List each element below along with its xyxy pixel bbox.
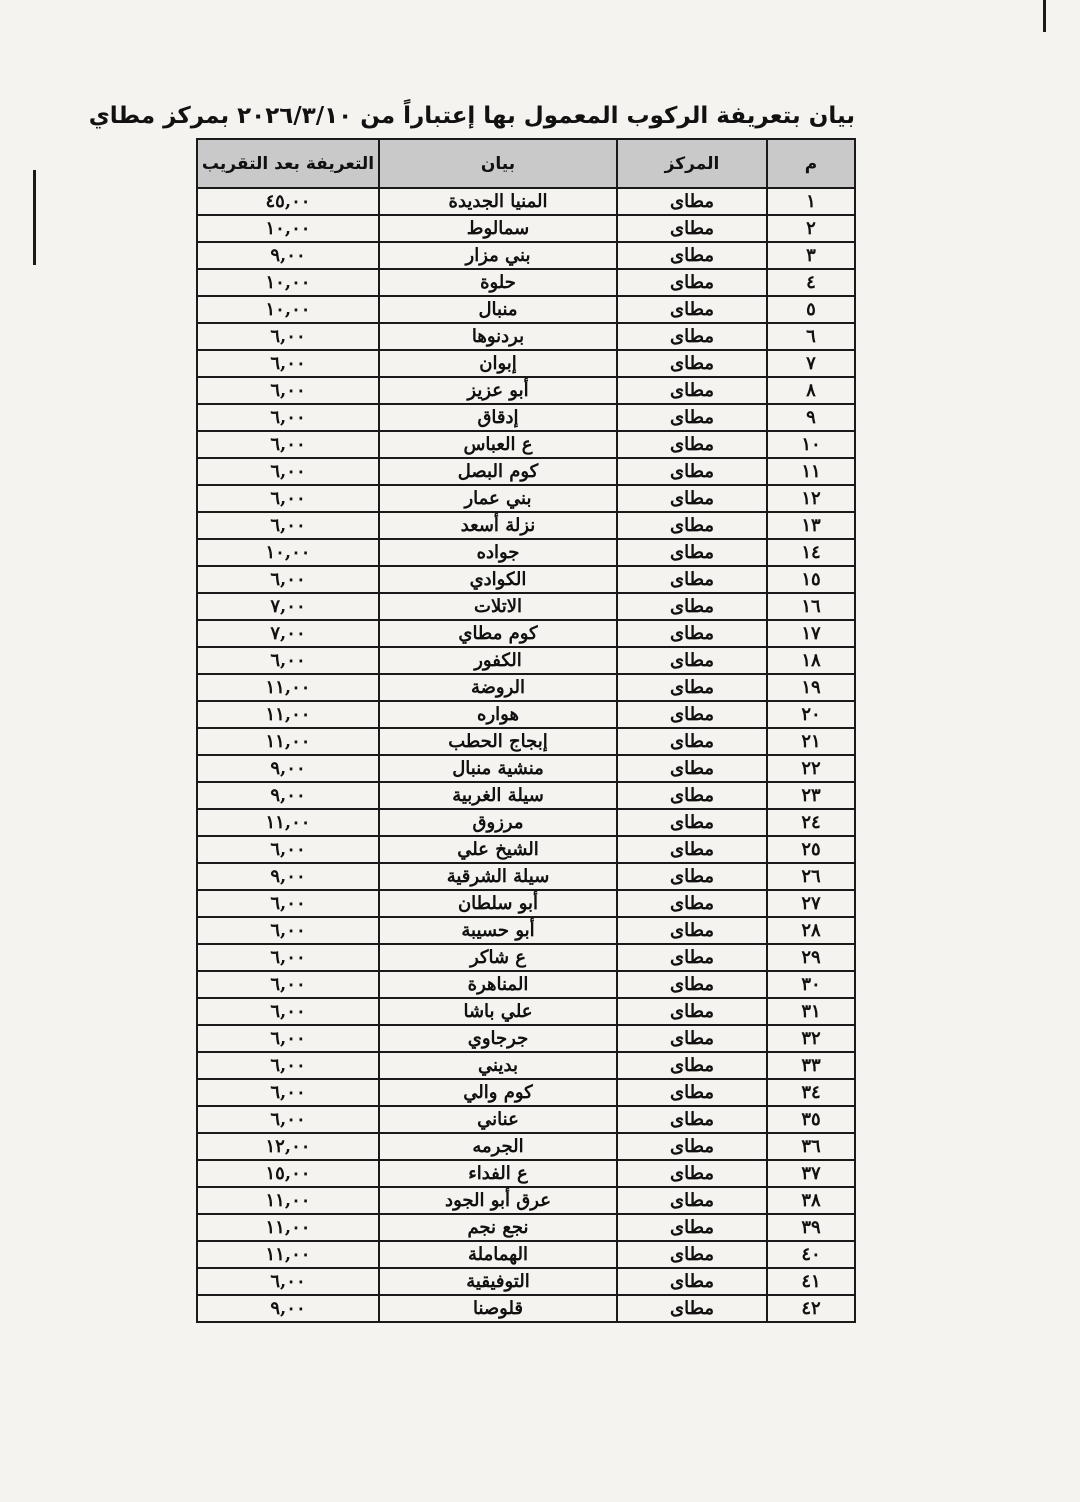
center-cell: مطاى [617,323,767,350]
center-cell: مطاى [617,944,767,971]
row-number-cell: ٢٧ [767,890,855,917]
center-cell: مطاى [617,1106,767,1133]
fare-cell: ١٥,٠٠ [197,1160,379,1187]
place-cell: ع شاكر [379,944,617,971]
table-row [197,566,855,593]
row-number-cell: ٢٢ [767,755,855,782]
fare-cell: ٤٥,٠٠ [197,188,379,215]
place-cell: عرق أبو الجود [379,1187,617,1214]
table-header-row [197,139,855,188]
row-number-cell: ١٩ [767,674,855,701]
table-row [197,701,855,728]
place-cell: الكفور [379,647,617,674]
row-number-cell: ١٦ [767,593,855,620]
table-row [197,1079,855,1106]
center-cell: مطاى [617,485,767,512]
row-number-cell: ٣٦ [767,1133,855,1160]
center-cell: مطاى [617,1052,767,1079]
row-number-cell: ٣٥ [767,1106,855,1133]
center-cell: مطاى [617,188,767,215]
row-number-cell: ١٠ [767,431,855,458]
center-cell: مطاى [617,809,767,836]
place-cell: ع العباس [379,431,617,458]
table-row [197,350,855,377]
row-number-cell: ٤١ [767,1268,855,1295]
row-number-cell: ٢١ [767,728,855,755]
fare-cell: ٦,٠٠ [197,971,379,998]
row-number-cell: ٣ [767,242,855,269]
fare-cell: ١٢,٠٠ [197,1133,379,1160]
row-number-cell: ١ [767,188,855,215]
table-row [197,998,855,1025]
row-number-cell: ٢٦ [767,863,855,890]
fare-cell: ١٠,٠٠ [197,269,379,296]
fare-cell: ٦,٠٠ [197,1106,379,1133]
fare-cell: ١٠,٠٠ [197,215,379,242]
table-row [197,242,855,269]
fare-cell: ٦,٠٠ [197,944,379,971]
center-cell: مطاى [617,1160,767,1187]
place-cell: المنيا الجديدة [379,188,617,215]
fare-cell: ٦,٠٠ [197,890,379,917]
center-cell: مطاى [617,1187,767,1214]
row-number-cell: ٣٧ [767,1160,855,1187]
table-row [197,377,855,404]
center-cell: مطاى [617,1241,767,1268]
fare-cell: ٦,٠٠ [197,917,379,944]
center-cell: مطاى [617,350,767,377]
document-title: بيان بتعريفة الركوب المعمول بها إعتباراً من ٢٠٢٦/٣/١٠ بمركز مطاي [88,103,855,129]
header-fare: التعريفة بعد التقريب [197,139,379,188]
center-cell: مطاى [617,593,767,620]
place-cell: سيلة الشرقية [379,863,617,890]
place-cell: الروضة [379,674,617,701]
center-cell: مطاى [617,539,767,566]
fare-cell: ٩,٠٠ [197,1295,379,1322]
row-number-cell: ٤٢ [767,1295,855,1322]
row-number-cell: ١٤ [767,539,855,566]
row-number-cell: ٣٠ [767,971,855,998]
table-row [197,863,855,890]
center-cell: مطاى [617,215,767,242]
header-center: المركز [617,139,767,188]
center-cell: مطاى [617,1268,767,1295]
fare-cell: ٦,٠٠ [197,1025,379,1052]
center-cell: مطاى [617,1295,767,1322]
place-cell: نزلة أسعد [379,512,617,539]
center-cell: مطاى [617,431,767,458]
place-cell: كوم مطاي [379,620,617,647]
table-row [197,1241,855,1268]
table-row [197,836,855,863]
table-row [197,620,855,647]
row-number-cell: ١٨ [767,647,855,674]
table-row [197,755,855,782]
table-row [197,539,855,566]
table-row [197,890,855,917]
place-cell: كوم البصل [379,458,617,485]
place-cell: التوفيقية [379,1268,617,1295]
fare-cell: ٦,٠٠ [197,458,379,485]
table-row [197,944,855,971]
place-cell: الجرمه [379,1133,617,1160]
table-row [197,1025,855,1052]
center-cell: مطاى [617,512,767,539]
place-cell: بني مزار [379,242,617,269]
place-cell: بديني [379,1052,617,1079]
fare-cell: ٦,٠٠ [197,647,379,674]
fare-cell: ٦,٠٠ [197,512,379,539]
row-number-cell: ٣٣ [767,1052,855,1079]
center-cell: مطاى [617,404,767,431]
row-number-cell: ٨ [767,377,855,404]
table-row [197,971,855,998]
table-row [197,215,855,242]
center-cell: مطاى [617,458,767,485]
center-cell: مطاى [617,917,767,944]
place-cell: أبو عزيز [379,377,617,404]
table-row [197,269,855,296]
page-edge-mark-left [33,170,36,265]
center-cell: مطاى [617,863,767,890]
table-row [197,458,855,485]
row-number-cell: ٦ [767,323,855,350]
row-number-cell: ٣٨ [767,1187,855,1214]
fare-cell: ١٠,٠٠ [197,539,379,566]
page-edge-mark-right [1043,0,1046,32]
table-row [197,1106,855,1133]
fare-cell: ٧,٠٠ [197,593,379,620]
center-cell: مطاى [617,242,767,269]
fare-cell: ١٠,٠٠ [197,296,379,323]
center-cell: مطاى [617,998,767,1025]
fare-cell: ١١,٠٠ [197,1241,379,1268]
place-cell: عناني [379,1106,617,1133]
center-cell: مطاى [617,674,767,701]
row-number-cell: ٩ [767,404,855,431]
fare-cell: ٦,٠٠ [197,350,379,377]
table-row [197,1268,855,1295]
header-statement: بيان [379,139,617,188]
row-number-cell: ٢٤ [767,809,855,836]
table-row [197,917,855,944]
place-cell: الشيخ علي [379,836,617,863]
fare-cell: ١١,٠٠ [197,728,379,755]
row-number-cell: ٢٥ [767,836,855,863]
table-row [197,1295,855,1322]
fare-table [196,138,856,1323]
row-number-cell: ٥ [767,296,855,323]
fare-cell: ١١,٠٠ [197,1214,379,1241]
table-row [197,1133,855,1160]
center-cell: مطاى [617,890,767,917]
fare-cell: ٦,٠٠ [197,404,379,431]
center-cell: مطاى [617,1133,767,1160]
table-row [197,1214,855,1241]
place-cell: جواده [379,539,617,566]
center-cell: مطاى [617,296,767,323]
table-row [197,647,855,674]
table-row [197,431,855,458]
table-row [197,404,855,431]
fare-cell: ٩,٠٠ [197,863,379,890]
center-cell: مطاى [617,836,767,863]
table-row [197,512,855,539]
table-row [197,782,855,809]
table-row [197,593,855,620]
place-cell: حلوة [379,269,617,296]
row-number-cell: ١٧ [767,620,855,647]
place-cell: بردنوها [379,323,617,350]
fare-cell: ١١,٠٠ [197,809,379,836]
place-cell: الكوادي [379,566,617,593]
row-number-cell: ١٣ [767,512,855,539]
fare-cell: ٧,٠٠ [197,620,379,647]
row-number-cell: ٣٢ [767,1025,855,1052]
fare-cell: ٦,٠٠ [197,566,379,593]
center-cell: مطاى [617,971,767,998]
center-cell: مطاى [617,782,767,809]
place-cell: سيلة الغربية [379,782,617,809]
row-number-cell: ٢٨ [767,917,855,944]
center-cell: مطاى [617,620,767,647]
row-number-cell: ١٢ [767,485,855,512]
center-cell: مطاى [617,1214,767,1241]
table-row [197,1160,855,1187]
fare-cell: ١١,٠٠ [197,674,379,701]
place-cell: منبال [379,296,617,323]
place-cell: إبوان [379,350,617,377]
place-cell: كوم والي [379,1079,617,1106]
place-cell: المناهرة [379,971,617,998]
table-row [197,296,855,323]
table-row [197,485,855,512]
fare-cell: ٩,٠٠ [197,242,379,269]
place-cell: أبو سلطان [379,890,617,917]
row-number-cell: ٤٠ [767,1241,855,1268]
place-cell: قلوصنا [379,1295,617,1322]
center-cell: مطاى [617,269,767,296]
row-number-cell: ١٥ [767,566,855,593]
table-row [197,1187,855,1214]
place-cell: إبجاج الحطب [379,728,617,755]
center-cell: مطاى [617,377,767,404]
place-cell: مرزوق [379,809,617,836]
place-cell: علي باشا [379,998,617,1025]
row-number-cell: ٤ [767,269,855,296]
center-cell: مطاى [617,755,767,782]
place-cell: الهماملة [379,1241,617,1268]
place-cell: بني عمار [379,485,617,512]
table-row [197,728,855,755]
row-number-cell: ٢٠ [767,701,855,728]
fare-cell: ٩,٠٠ [197,755,379,782]
row-number-cell: ٣١ [767,998,855,1025]
place-cell: الاتلات [379,593,617,620]
center-cell: مطاى [617,647,767,674]
table-row [197,674,855,701]
table-row [197,323,855,350]
row-number-cell: ٢٩ [767,944,855,971]
center-cell: مطاى [617,728,767,755]
row-number-cell: ٣٩ [767,1214,855,1241]
fare-cell: ٦,٠٠ [197,431,379,458]
table-body [197,188,855,1322]
fare-cell: ٦,٠٠ [197,1079,379,1106]
row-number-cell: ٢ [767,215,855,242]
fare-cell: ٩,٠٠ [197,782,379,809]
fare-cell: ٦,٠٠ [197,836,379,863]
fare-cell: ٦,٠٠ [197,485,379,512]
place-cell: إدقاق [379,404,617,431]
center-cell: مطاى [617,1025,767,1052]
fare-cell: ٦,٠٠ [197,1052,379,1079]
fare-cell: ٦,٠٠ [197,1268,379,1295]
header-num: م [767,139,855,188]
fare-cell: ١١,٠٠ [197,1187,379,1214]
fare-cell: ٦,٠٠ [197,323,379,350]
fare-cell: ٦,٠٠ [197,377,379,404]
place-cell: ع الفداء [379,1160,617,1187]
place-cell: أبو حسيبة [379,917,617,944]
table-row [197,1052,855,1079]
row-number-cell: ٣٤ [767,1079,855,1106]
center-cell: مطاى [617,701,767,728]
place-cell: منشية منبال [379,755,617,782]
center-cell: مطاى [617,1079,767,1106]
fare-cell: ١١,٠٠ [197,701,379,728]
row-number-cell: ٧ [767,350,855,377]
place-cell: نجع نجم [379,1214,617,1241]
row-number-cell: ١١ [767,458,855,485]
table-row [197,188,855,215]
center-cell: مطاى [617,566,767,593]
place-cell: سمالوط [379,215,617,242]
place-cell: جرجاوي [379,1025,617,1052]
table-row [197,809,855,836]
fare-cell: ٦,٠٠ [197,998,379,1025]
place-cell: هواره [379,701,617,728]
row-number-cell: ٢٣ [767,782,855,809]
